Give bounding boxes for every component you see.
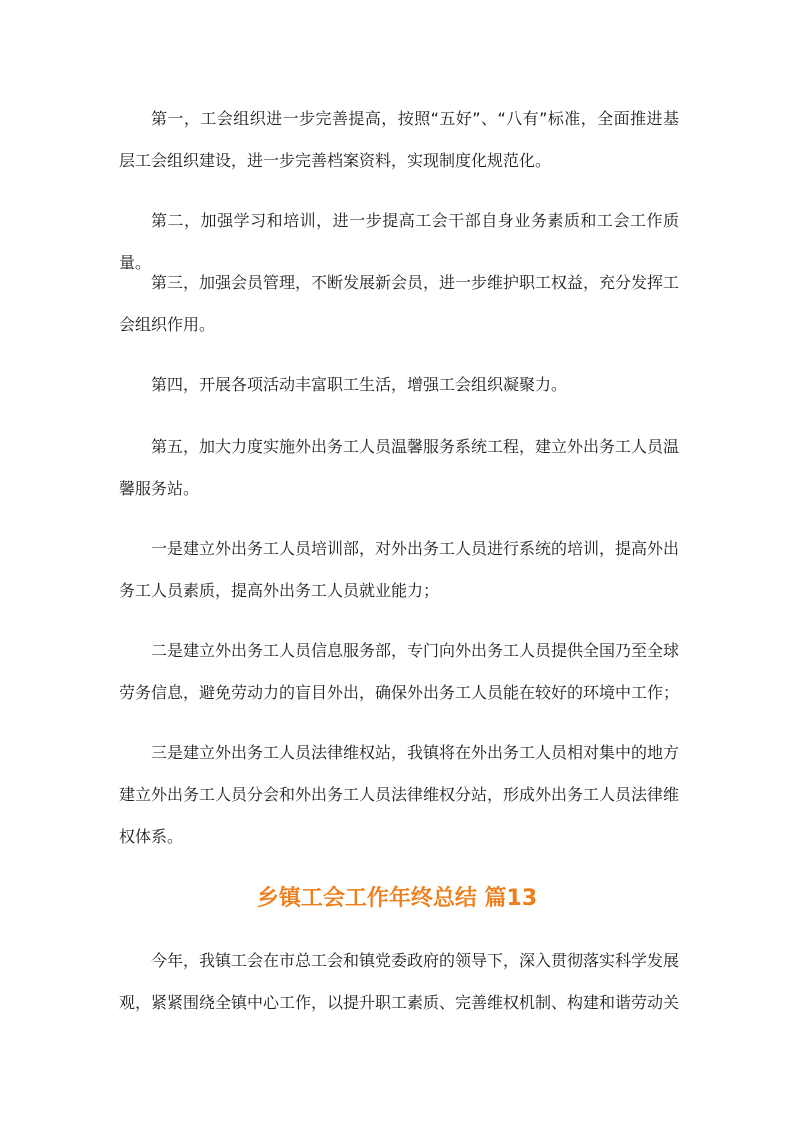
paragraph-6: 一是建立外出务工人员培训部，对外出务工人员进行系统的培训，提高外出务工人员素质，提高外出务工人员就业能力； (119, 539, 680, 600)
paragraph-3: 第三，加强会员管理，不断发展新会员，进一步维护职工权益，充分发挥工会组织作用。 (119, 273, 680, 334)
paragraph-7: 二是建立外出务工人员信息服务部，专门向外出务工人员提供全国乃至全球劳务信息，避免劳动力的盲目外出，确保外出务工人员能在较好的环境中工作； (119, 641, 680, 702)
paragraph-2: 第二，加强学习和培训，进一步提高工会干部自身业务素质和工会工作质量。 (119, 211, 679, 272)
paragraph-5: 第五，加大力度实施外出务工人员温馨服务系统工程，建立外出务工人员温馨服务站。 (119, 437, 680, 498)
section-heading: 乡镇工会工作年终总结 篇13 (256, 886, 538, 911)
paragraph-1: 第一，工会组织进一步完善提高，按照“五好”、“八有”标准，全面推进基层工会组织建设，进一步完善档案资料，实现制度化规范化。 (119, 109, 679, 170)
closing-paragraph: 今年，我镇工会在市总工会和镇党委政府的领导下，深入贯彻落实科学发展观，紧紧围绕全镇中心工作，以提升职工素质、完善维权机制、构建和谐劳动关 (119, 951, 680, 1012)
paragraph-4: 第四，开展各项活动丰富职工生活，增强工会组织凝聚力。 (151, 375, 568, 394)
paragraph-8: 三是建立外出务工人员法律维权站，我镇将在外出务工人员相对集中的地方建立外出务工人员分会和外出务工人员法律维权分站，形成外出务工人员法律维权体系。 (119, 743, 680, 846)
